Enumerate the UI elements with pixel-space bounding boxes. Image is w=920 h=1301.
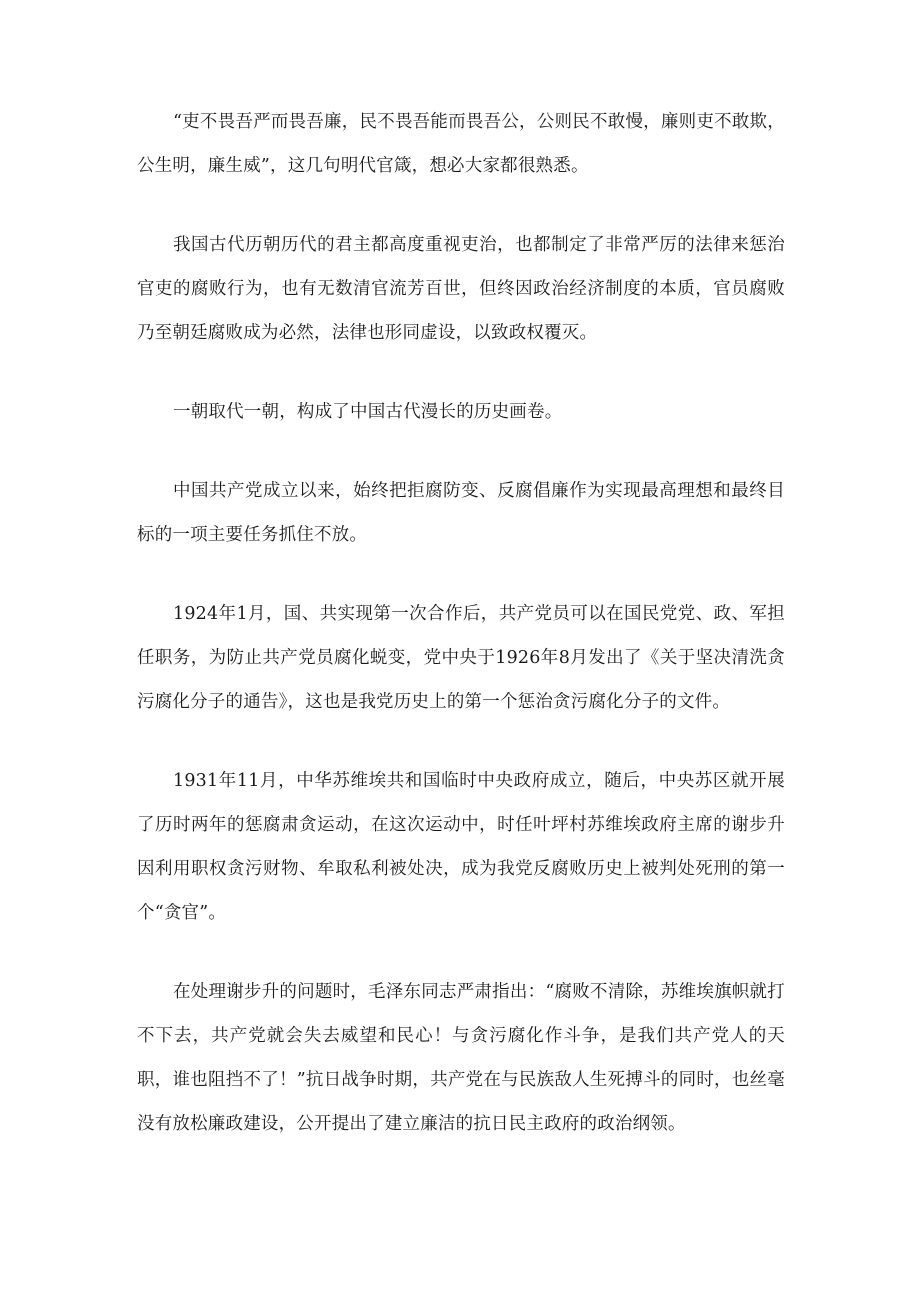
- paragraph-7: 在处理谢步升的问题时，毛泽东同志严肃指出：“腐败不清除，苏维埃旗帜就打不下去，共产党就会失去威望和民心！与贪污腐化作斗争，是我们共产党人的天职，谁也阻挡不了！”抗日战争时期，共产党在与民族敌人生死搏斗的同时，也丝毫没有放松廉政建设，公开提出了建立廉洁的抗日民主政府的政治纲领。: [137, 982, 785, 1134]
- paragraph-2: 我国古代历朝历代的君主都高度重视吏治，也都制定了非常严厉的法律来惩治官吏的腐败行为，也有无数清官流芳百世，但终因政治经济制度的本质，官员腐败乃至朝廷腐败成为必然，法律也形同虚设，以致政权覆灭。: [137, 235, 785, 343]
- paragraph-6: 1931年11月，中华苏维埃共和国临时中央政府成立，随后，中央苏区就开展了历时两年的惩腐肃贪运动，在这次运动中，时任叶坪村苏维埃政府主席的谢步升因利用职权贪污财物、牟取私利被处决，成为我党反腐败历史上被判处死刑的第一个“贪官”。: [137, 771, 785, 923]
- paragraph-5: 1924年1月，国、共实现第一次合作后，共产党员可以在国民党党、政、军担任职务，为防止共产党员腐化蜕变，党中央于1926年8月发出了《关于坚决清洗贪污腐化分子的通告》，这也是我党历史上的第一个惩治贪污腐化分子的文件。: [137, 604, 785, 712]
- paragraph-3: 一朝取代一朝，构成了中国古代漫长的历史画卷。: [173, 402, 563, 422]
- document-body: [137, 100, 785, 1181]
- paragraph-4: 中国共产党成立以来，始终把拒腐防变、反腐倡廉作为实现最高理想和最终目标的一项主要任务抓住不放。: [137, 481, 785, 545]
- paragraph-1: “吏不畏吾严而畏吾廉，民不畏吾能而畏吾公，公则民不敢慢，廉则吏不敢欺，公生明，廉生威”，这几句明代官箴，想必大家都很熟悉。: [137, 112, 785, 176]
